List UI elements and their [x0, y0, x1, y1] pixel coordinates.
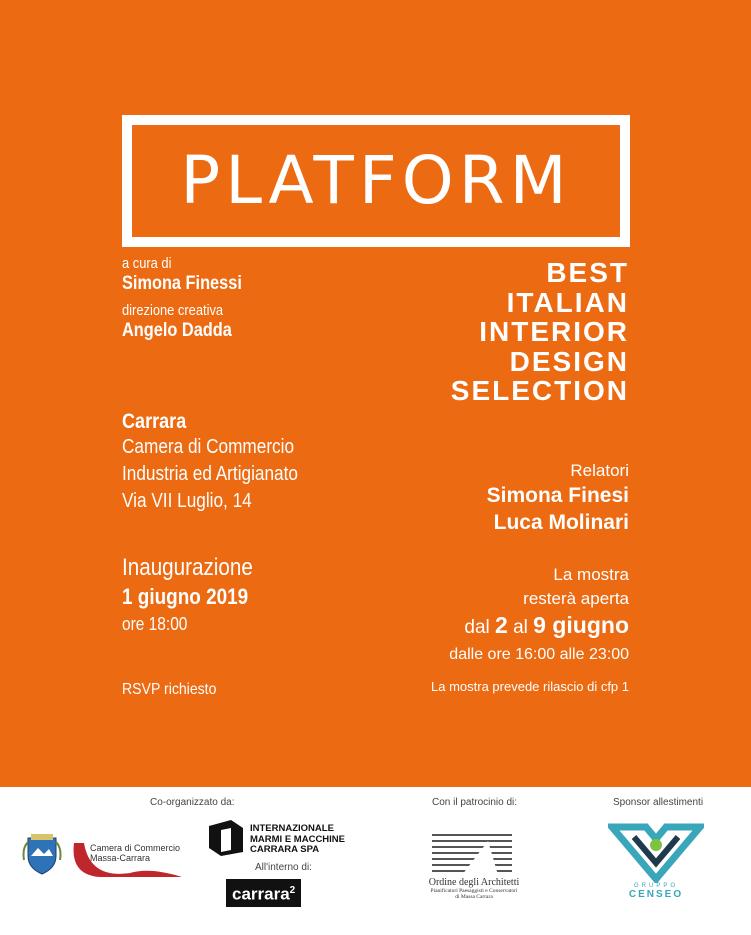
imm-line: INTERNAZIONALE — [250, 823, 334, 834]
ordine-architetti-logo-icon — [432, 831, 512, 875]
imm-line: MARMI E MACCHINE — [250, 833, 345, 845]
patronage-caption: Con il patrocinio di: — [432, 797, 518, 808]
venue-line: Via VII Luglio, 14 — [122, 490, 252, 512]
creative-name: Angelo Dadda — [122, 320, 232, 341]
carrara-square-logo — [226, 879, 301, 907]
creative-label: direzione creativa — [122, 302, 224, 319]
ordine-name — [428, 877, 520, 900]
coorg-caption: Co-organizzato da: — [150, 797, 235, 808]
opening-date: 1 giugno 2019 — [122, 584, 249, 609]
exhibition-line: La mostra — [553, 565, 629, 584]
imm-name — [250, 824, 345, 856]
censeo-small: GRUPPO — [633, 883, 678, 889]
sponsor-footer — [0, 787, 751, 935]
exhibition-hours: dalle ore 16:00 alle 23:00 — [449, 646, 629, 663]
speakers-label: Relatori — [570, 461, 629, 480]
carrara-sup: 2 — [289, 885, 296, 896]
imm-logo-icon — [207, 820, 245, 856]
curator-name: Simona Finessi — [122, 273, 242, 294]
headline-line: ITALIAN — [506, 286, 629, 318]
camera-commercio-name — [90, 843, 180, 863]
headline-line: BEST — [546, 257, 629, 288]
venue-block — [122, 410, 327, 515]
province-crest-icon — [22, 830, 62, 876]
headline-line: DESIGN — [509, 345, 629, 377]
camera-line: Camera di Commercio — [90, 843, 181, 853]
exhibition-block — [431, 563, 629, 696]
ordine-line: Pianificatori Paesaggisti e Conservatori — [430, 888, 518, 894]
camera-line: Massa-Carrara — [90, 853, 151, 863]
title-frame — [122, 115, 630, 247]
exhibition-line: resterà aperta — [523, 589, 629, 608]
ordine-line: di Massa Carrara — [455, 894, 493, 900]
exhibition-end: 9 giugno — [533, 612, 629, 638]
speaker-name: Simona Finesi — [486, 484, 629, 507]
exhibition-al: al — [513, 617, 528, 638]
curator-label: a cura di — [122, 255, 172, 272]
venue-city: Carrara — [122, 410, 187, 433]
rsvp-block — [122, 681, 229, 699]
opening-block — [122, 554, 274, 635]
venue-line: Industria ed Artigianato — [122, 463, 298, 485]
exhibition-start: 2 — [495, 612, 508, 638]
opening-time: ore 18:00 — [122, 614, 188, 634]
speakers-block — [487, 460, 629, 536]
cfp-note: La mostra prevede rilascio di cfp 1 — [431, 679, 629, 694]
censeo-big: CENSEO — [628, 889, 684, 900]
imm-line: CARRARA SPA — [250, 844, 320, 855]
inside-caption: All'interno di: — [255, 862, 312, 873]
censeo-logo-icon — [608, 823, 704, 883]
ordine-line: Ordine degli Architetti — [428, 877, 520, 888]
venue-line: Camera di Commercio — [122, 436, 295, 458]
exhibition-dates — [431, 611, 629, 642]
carrara-word: carrara — [232, 884, 290, 904]
sponsor-caption: Sponsor allestimenti — [613, 797, 704, 808]
censeo-name — [608, 883, 704, 900]
rsvp-text: RSVP richiesto — [122, 681, 217, 698]
headline-line: SELECTION — [450, 375, 629, 406]
exhibition-dal: dal — [464, 617, 490, 638]
headline-line: INTERIOR — [479, 316, 629, 347]
curator-block — [122, 255, 261, 342]
headline-block — [451, 258, 629, 406]
event-title: PLATFORM — [180, 142, 572, 219]
speaker-name: Luca Molinari — [493, 511, 629, 534]
opening-label: Inaugurazione — [122, 554, 253, 581]
